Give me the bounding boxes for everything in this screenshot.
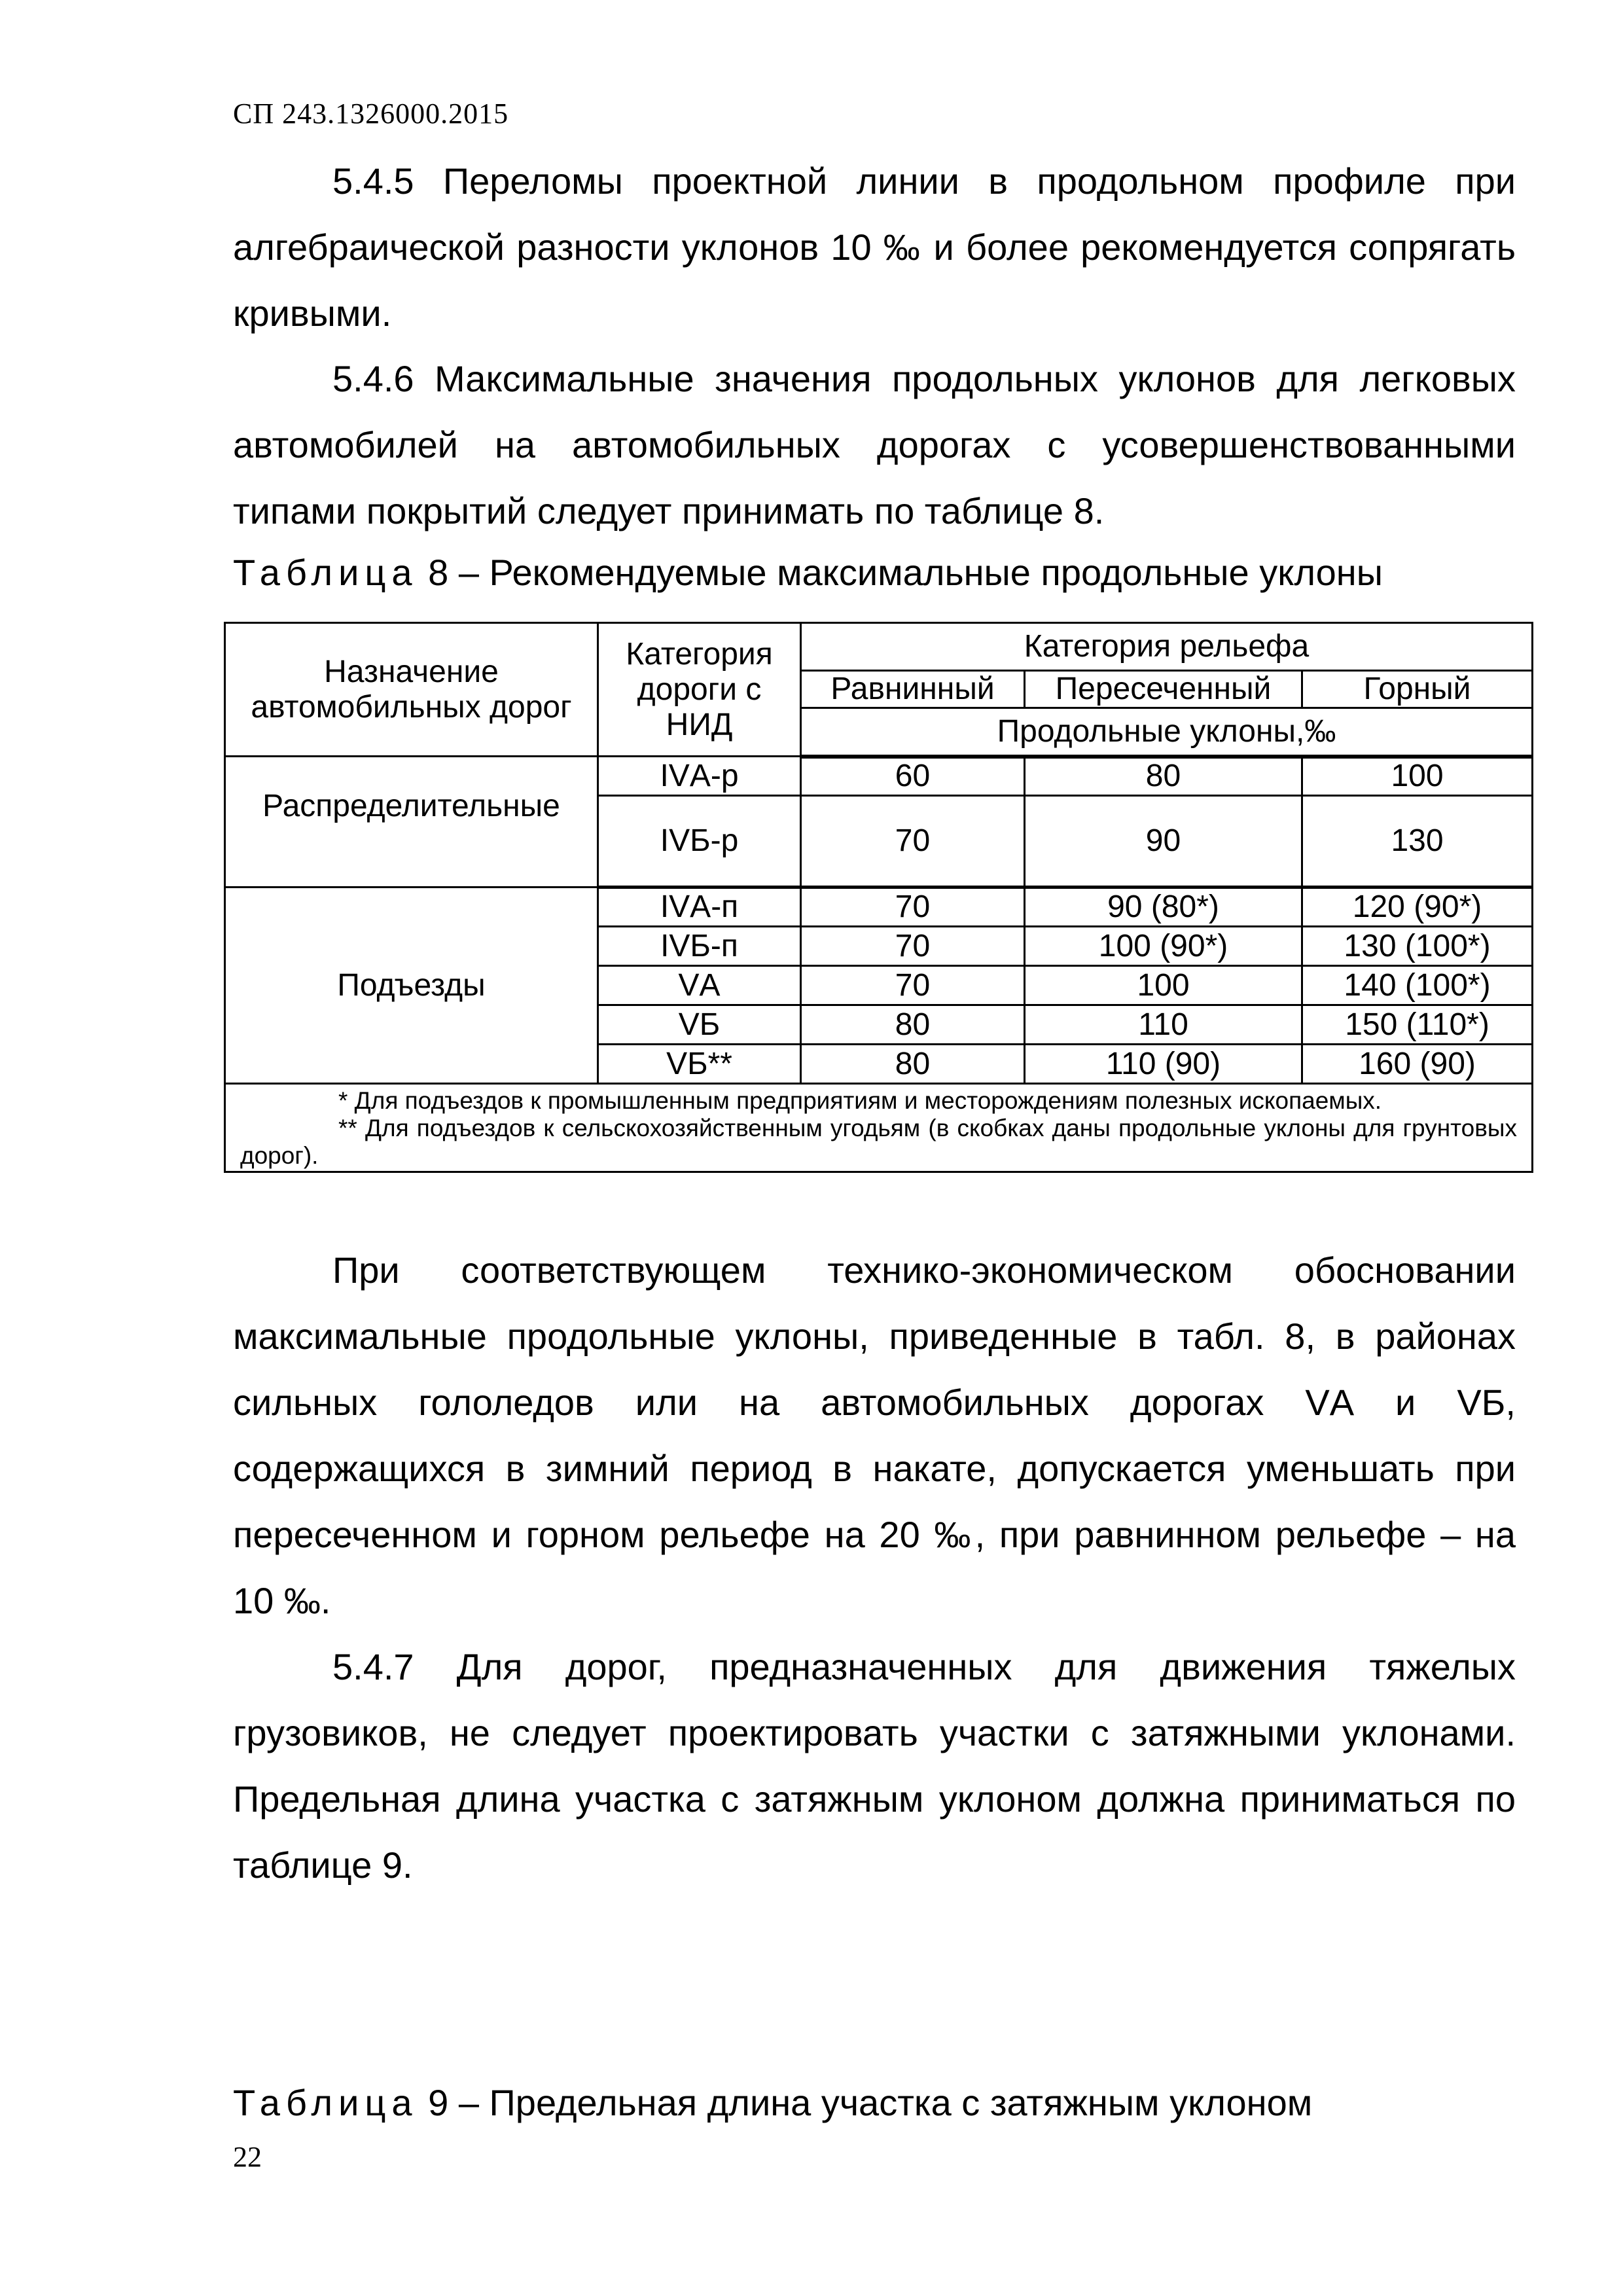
paragraph-5-4-6-text: 5.4.6 Максимальные значения продольных уклонов для легковых автомобилей на автомобильных дорогах с усовершенствованными типами покрытий следует принимать по таблице 8. xyxy=(233,358,1516,531)
table-8 xyxy=(224,622,1533,1173)
header-mountain: Горный xyxy=(1302,671,1533,708)
cell-mountain: 120 (90*) xyxy=(1302,888,1533,927)
table-9-caption-label: Таблица xyxy=(233,2082,418,2123)
cell-category: VБ** xyxy=(598,1045,801,1084)
cell-category: VБ xyxy=(598,1005,801,1045)
cell-flat: 70 xyxy=(801,796,1025,888)
table-notes xyxy=(225,1084,1533,1172)
cell-flat: 80 xyxy=(801,1045,1025,1084)
cell-rough: 110 (90) xyxy=(1025,1045,1302,1084)
header-grades: Продольные уклоны,‰ xyxy=(801,708,1533,757)
cell-category: IVБ-п xyxy=(598,927,801,966)
cell-flat: 70 xyxy=(801,888,1025,927)
cell-mountain: 130 xyxy=(1302,796,1533,888)
table-row xyxy=(225,757,1533,796)
paragraph-after-table-text: При соответствующем технико-экономическом обосновании максимальные продольные уклоны, приведенные в табл. 8, в районах сильных гололедов или на автомобильных дорогах VА и VБ, содержащихся в зимний период в накате, допускается уменьшать при пересеченном и горном рельефе на 20 ‰, при равнинном рельефе – на 10 ‰. xyxy=(233,1249,1516,1621)
note-1: * Для подъездов к промышленным предприятиям и месторождениям полезных ископаемых. xyxy=(338,1087,1382,1114)
cell-flat: 70 xyxy=(801,927,1025,966)
cell-flat: 60 xyxy=(801,757,1025,796)
table-8-caption xyxy=(233,550,1516,596)
header-relief: Категория рельефа xyxy=(801,623,1533,671)
cell-mountain: 160 (90) xyxy=(1302,1045,1533,1084)
group-name-access-roads: Подъезды xyxy=(225,888,598,1084)
cell-mountain: 140 (100*) xyxy=(1302,966,1533,1005)
cell-rough: 80 xyxy=(1025,757,1302,796)
note-2: ** Для подъездов к сельскохозяйственным угодьям (в скобках даны продольные уклоны для грунтовых дорог). xyxy=(240,1115,1517,1169)
table-header-row-1 xyxy=(225,623,1533,671)
cell-category: IVБ-р xyxy=(598,796,801,888)
group-name-distribution: Распределительные xyxy=(225,757,598,888)
cell-category: IVА-р xyxy=(598,757,801,796)
cell-rough: 90 (80*) xyxy=(1025,888,1302,927)
paragraph-after-table xyxy=(233,1237,1516,1634)
document-code-header: СП 243.1326000.2015 xyxy=(233,98,509,130)
cell-flat: 70 xyxy=(801,966,1025,1005)
table-row xyxy=(225,888,1533,927)
table-9-caption-text: 9 – Предельная длина участка с затяжным уклоном xyxy=(428,2082,1313,2123)
cell-rough: 100 (90*) xyxy=(1025,927,1302,966)
table-9-caption xyxy=(233,2080,1516,2126)
header-rough: Пересеченный xyxy=(1025,671,1302,708)
page-number: 22 xyxy=(233,2141,262,2173)
paragraph-5-4-7 xyxy=(233,1634,1516,1898)
paragraph-5-4-6 xyxy=(233,346,1516,544)
cell-mountain: 150 (110*) xyxy=(1302,1005,1533,1045)
cell-mountain: 130 (100*) xyxy=(1302,927,1533,966)
header-flat: Равнинный xyxy=(801,671,1025,708)
header-purpose: Назначение автомобильных дорог xyxy=(225,623,598,757)
paragraph-5-4-5-text: 5.4.5 Переломы проектной линии в продольном профиле при алгебраической разности уклонов 10 ‰ и более рекомендуется сопрягать кривыми. xyxy=(233,160,1516,334)
table-notes-row xyxy=(225,1084,1533,1172)
paragraph-5-4-7-text: 5.4.7 Для дорог, предназначенных для движения тяжелых грузовиков, не следует проектировать участки с затяжными уклонами. Предельная длина участка с затяжным уклоном должна приниматься по таблице 9. xyxy=(233,1646,1516,1886)
cell-rough: 110 xyxy=(1025,1005,1302,1045)
cell-category: IVА-п xyxy=(598,888,801,927)
table-8-caption-text: 8 – Рекомендуемые максимальные продольные уклоны xyxy=(428,552,1383,593)
table-8-caption-label: Таблица xyxy=(233,552,418,593)
cell-rough: 90 xyxy=(1025,796,1302,888)
cell-mountain: 100 xyxy=(1302,757,1533,796)
paragraph-5-4-5 xyxy=(233,148,1516,346)
header-category: Категория дороги с НИД xyxy=(598,623,801,757)
cell-category: VА xyxy=(598,966,801,1005)
cell-flat: 80 xyxy=(801,1005,1025,1045)
cell-rough: 100 xyxy=(1025,966,1302,1005)
